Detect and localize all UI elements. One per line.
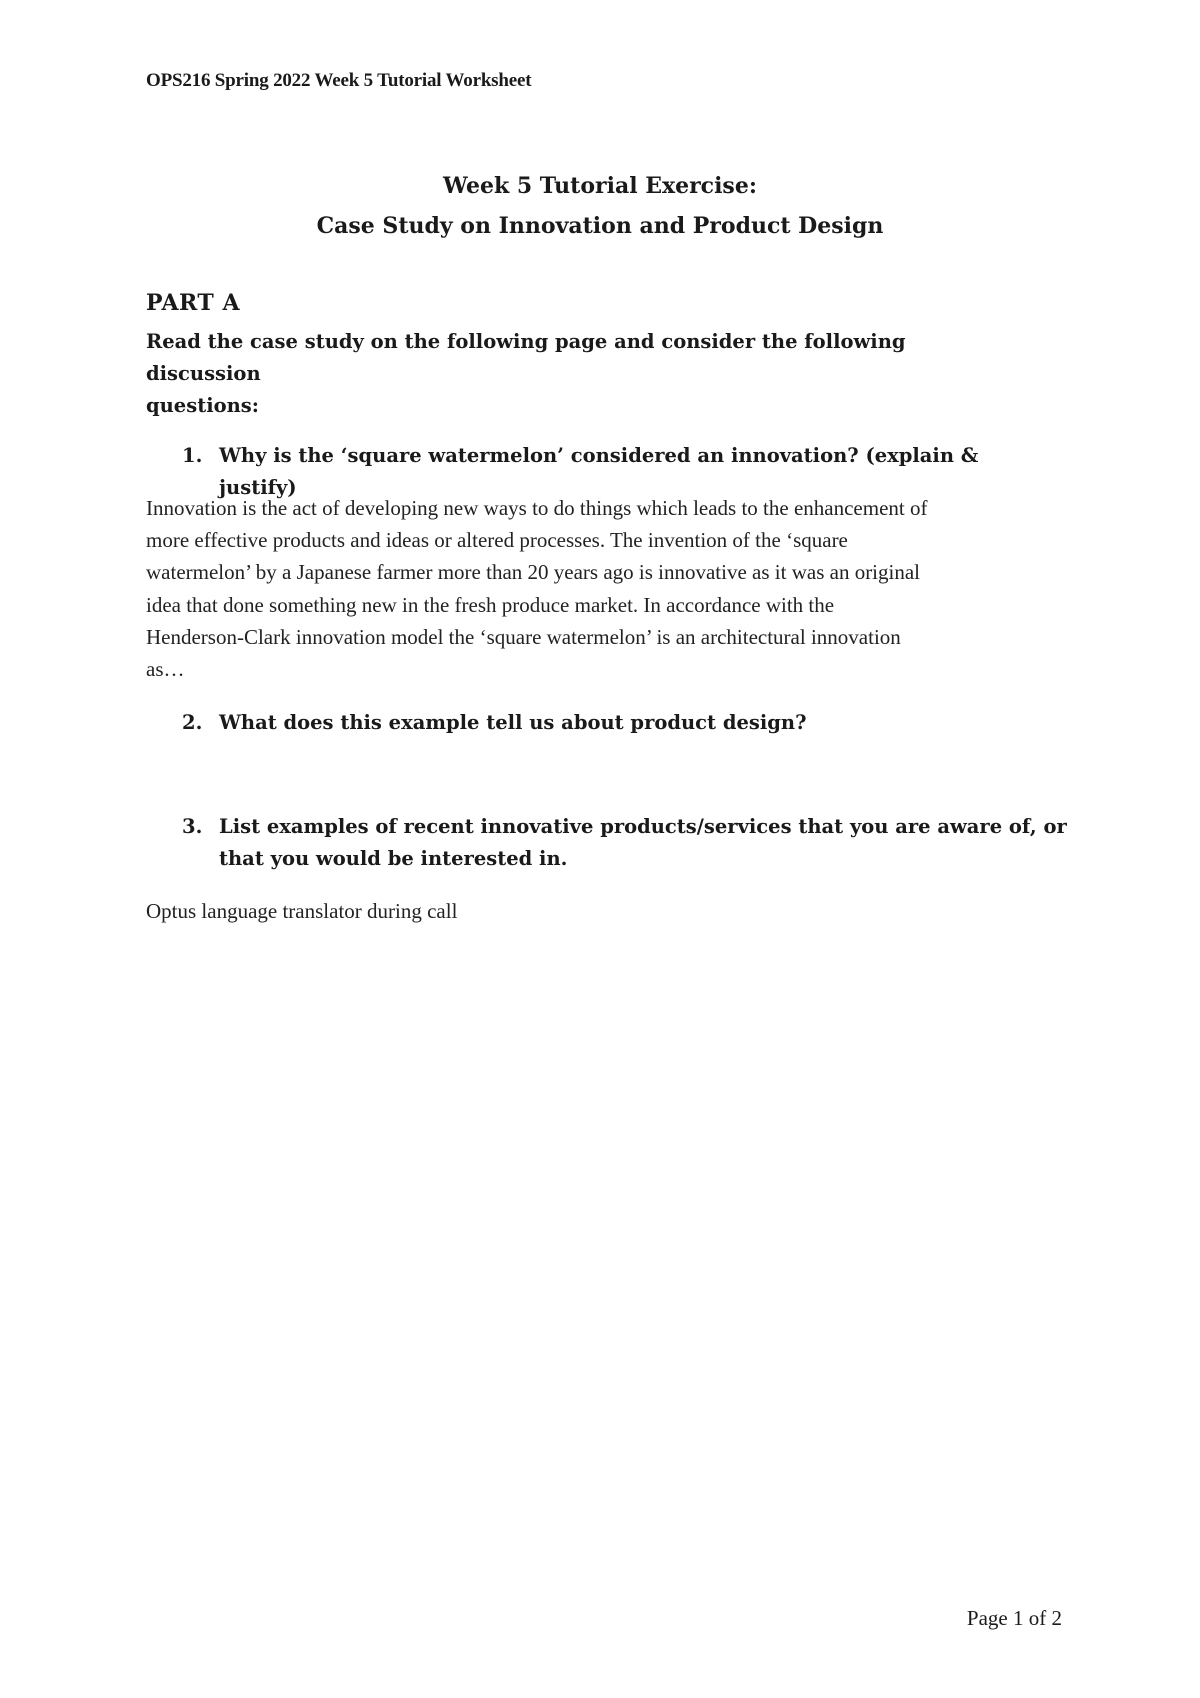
- part-a-heading: PART A: [146, 290, 241, 316]
- question-2-text: What does this example tell us about product design?: [219, 711, 807, 734]
- part-a-instructions: [146, 326, 1006, 422]
- answer-1-line: Henderson-Clark innovation model the ‘square watermelon’ is an architectural innovation: [146, 624, 901, 649]
- answer-1: [146, 492, 1066, 685]
- question-1-text: Why is the ‘square watermelon’ considered an innovation? (explain & justify): [219, 444, 979, 499]
- question-2-number: 2.: [182, 711, 203, 734]
- question-3-text-line-2: that you would be interested in.: [219, 847, 568, 870]
- title-line-1: Week 5 Tutorial Exercise:: [443, 173, 757, 199]
- question-3-number: 3.: [182, 815, 203, 838]
- document-title: [0, 166, 1200, 246]
- page-number: Page 1 of 2: [966, 1606, 1062, 1630]
- answer-1-line: watermelon’ by a Japanese farmer more than 20 years ago is innovative as it was an original: [146, 560, 921, 585]
- question-1-number: 1.: [182, 444, 203, 467]
- question-2: [146, 707, 1046, 739]
- running-header: OPS216 Spring 2022 Week 5 Tutorial Worksheet: [146, 70, 532, 91]
- answer-1-line: as…: [146, 657, 185, 682]
- answer-1-line: more effective products and ideas or altered processes. The invention of the ‘square: [146, 528, 848, 553]
- answer-3: Optus language translator during call: [146, 899, 458, 923]
- instructions-line-1: Read the case study on the following page and consider the following discussion: [146, 330, 906, 385]
- question-3-text-line-1: List examples of recent innovative products/services that you are aware of, or: [219, 815, 1067, 838]
- answer-1-line: idea that done something new in the fresh produce market. In accordance with the: [146, 592, 835, 617]
- title-line-2: Case Study on Innovation and Product Design: [316, 213, 884, 239]
- question-3: [146, 811, 1076, 875]
- answer-1-line: Innovation is the act of developing new ways to do things which leads to the enhancement of: [146, 496, 928, 520]
- instructions-line-2: questions:: [146, 394, 259, 417]
